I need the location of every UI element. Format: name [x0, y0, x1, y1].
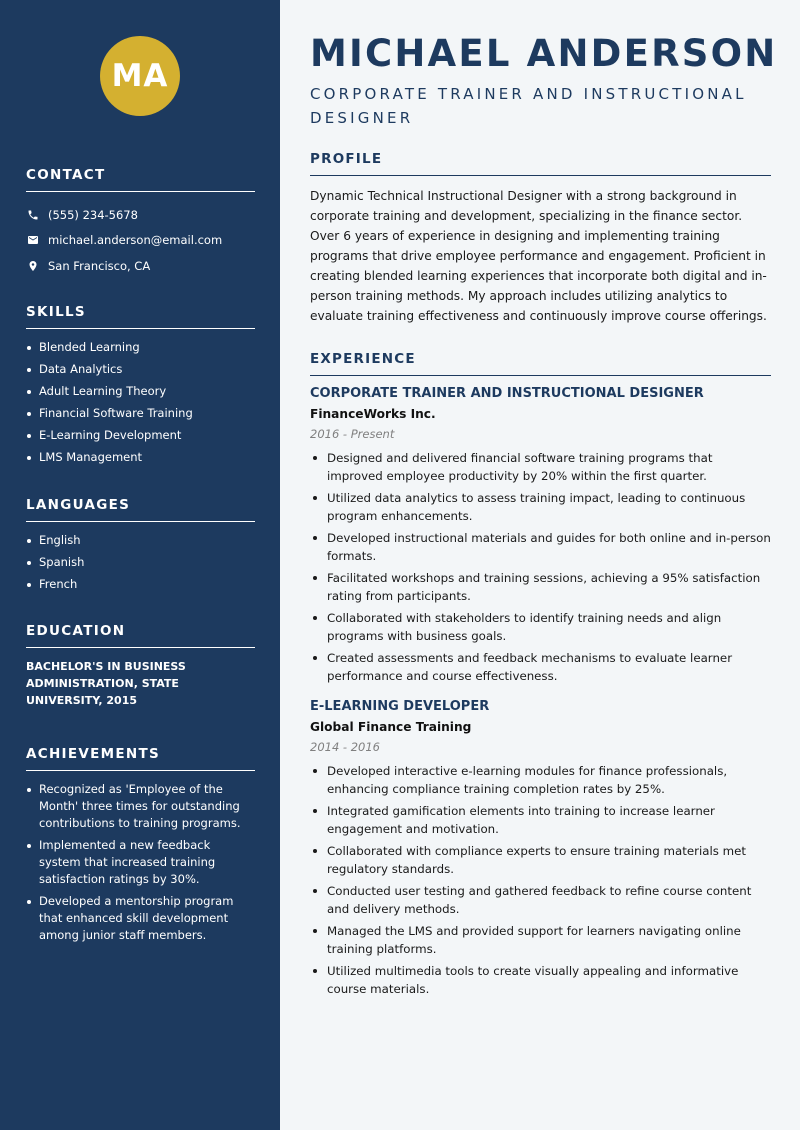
profile-text: Dynamic Technical Instructional Designer with a strong background in corporate training and development, specializing in the finance sector. Over 6 years of experience in designing and implementing training programs that drive employee performance and engagement. Proficient in creating blended learning experiences that incorporate both digital and in-person training methods. My approach includes utilizing analytics to evaluate training effectiveness and continuously improve course offerings. — [310, 189, 767, 323]
skill-item: Blended Learning — [26, 339, 255, 356]
job-bullet: Utilized data analytics to assess training impact, leading to continuous program enhancements. — [310, 489, 771, 525]
candidate-name: MICHAEL ANDERSON — [310, 32, 778, 75]
job-bullet: Facilitated workshops and training sessions, achieving a 95% satisfaction rating from participants. — [310, 569, 771, 605]
language-item: Spanish — [26, 554, 255, 571]
education-degree: BACHELOR'S IN BUSINESS ADMINISTRATION, STATE UNIVERSITY, 2015 — [26, 660, 186, 707]
contact-section — [26, 167, 255, 279]
avatar: MA — [100, 36, 180, 116]
company-name: FinanceWorks Inc. — [310, 407, 436, 421]
skill-item: Adult Learning Theory — [26, 383, 255, 400]
job-bullet: Developed interactive e-learning modules for finance professionals, enhancing compliance training completion rates by 25%. — [310, 762, 771, 798]
job-dates: 2014 - 2016 — [310, 740, 380, 754]
skills-list — [26, 339, 255, 466]
profile-heading: PROFILE — [310, 151, 771, 176]
contact-heading: CONTACT — [26, 167, 255, 192]
sidebar — [0, 0, 280, 1130]
profile-section — [310, 151, 771, 326]
languages-list — [26, 532, 255, 593]
job-bullet: Created assessments and feedback mechanisms to evaluate learner performance and course effectiveness. — [310, 649, 771, 685]
contact-phone — [26, 202, 255, 228]
location-pin-icon — [26, 259, 39, 272]
job-bullet: Conducted user testing and gathered feedback to refine course content and delivery methods. — [310, 882, 771, 918]
location-text: San Francisco, CA — [48, 258, 151, 273]
job-bullets — [310, 762, 771, 998]
job-bullet: Developed instructional materials and guides for both online and in-person formats. — [310, 529, 771, 565]
experience-section — [310, 351, 771, 1002]
job-entry — [310, 699, 771, 998]
language-item: English — [26, 532, 255, 549]
contact-location — [26, 253, 255, 279]
skill-item: Financial Software Training — [26, 405, 255, 422]
job-bullet: Designed and delivered financial software training programs that improved employee productivity by 20% within the first quarter. — [310, 449, 771, 485]
job-bullet: Collaborated with stakeholders to identify training needs and align programs with business goals. — [310, 609, 771, 645]
achievement-item: Implemented a new feedback system that increased training satisfaction ratings by 30%. — [26, 837, 255, 888]
education-heading: EDUCATION — [26, 623, 255, 648]
achievements-section — [26, 746, 255, 949]
languages-section — [26, 497, 255, 598]
education-section — [26, 623, 255, 709]
skill-item: E-Learning Development — [26, 427, 255, 444]
job-bullet: Managed the LMS and provided support for learners navigating online training platforms. — [310, 922, 771, 958]
job-title-header: CORPORATE TRAINER AND INSTRUCTIONAL DESIGNER — [310, 85, 747, 127]
phone-text: (555) 234-5678 — [48, 207, 138, 222]
skills-heading: SKILLS — [26, 304, 255, 329]
job-dates: 2016 - Present — [310, 427, 395, 441]
job-bullets — [310, 449, 771, 685]
job-title: E-LEARNING DEVELOPER — [310, 699, 490, 714]
contact-email — [26, 228, 255, 254]
languages-heading: LANGUAGES — [26, 497, 255, 522]
achievements-list — [26, 781, 255, 944]
job-bullet: Integrated gamification elements into training to increase learner engagement and motivation. — [310, 802, 771, 838]
job-bullet: Collaborated with compliance experts to ensure training materials met regulatory standards. — [310, 842, 771, 878]
achievement-item: Developed a mentorship program that enhanced skill development among junior staff members. — [26, 893, 255, 944]
email-icon — [26, 234, 39, 247]
achievements-heading: ACHIEVEMENTS — [26, 746, 255, 771]
skills-section — [26, 304, 255, 471]
company-name: Global Finance Training — [310, 720, 472, 734]
skill-item: Data Analytics — [26, 361, 255, 378]
skill-item: LMS Management — [26, 449, 255, 466]
language-item: French — [26, 576, 255, 593]
email-text: michael.anderson@email.com — [48, 233, 223, 248]
phone-icon — [26, 208, 39, 221]
achievement-item: Recognized as 'Employee of the Month' three times for outstanding contributions to training programs. — [26, 781, 255, 832]
job-title: CORPORATE TRAINER AND INSTRUCTIONAL DESIGNER — [310, 386, 704, 401]
job-entry — [310, 386, 771, 685]
experience-heading: EXPERIENCE — [310, 351, 771, 376]
job-bullet: Utilized multimedia tools to create visually appealing and informative course materials. — [310, 962, 771, 998]
